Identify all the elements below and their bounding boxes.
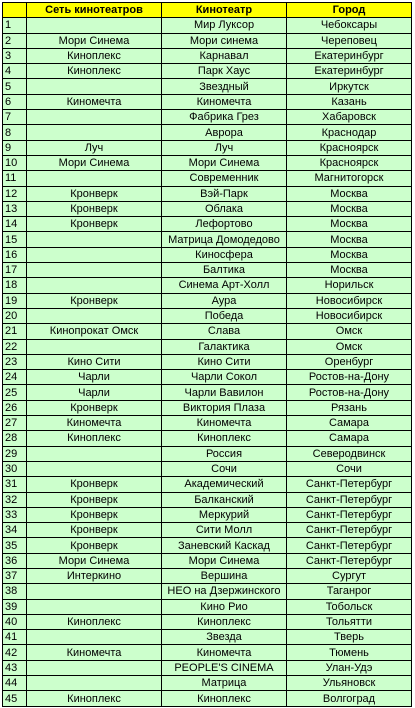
cinema-cell[interactable]: Балканский [162, 492, 287, 507]
city-cell[interactable]: Ульяновск [287, 676, 412, 691]
chain-cell[interactable] [27, 79, 162, 94]
row-number-cell[interactable]: 10 [3, 155, 27, 170]
cinema-cell[interactable]: Мир Луксор [162, 18, 287, 33]
chain-cell[interactable]: Кронверк [27, 538, 162, 553]
cinema-cell[interactable]: Академический [162, 477, 287, 492]
chain-cell[interactable] [27, 278, 162, 293]
city-cell[interactable]: Казань [287, 94, 412, 109]
chain-cell[interactable]: Мори Синема [27, 155, 162, 170]
chain-cell[interactable] [27, 339, 162, 354]
cinema-cell[interactable]: Меркурий [162, 507, 287, 522]
cinema-cell[interactable]: Сочи [162, 461, 287, 476]
chain-cell[interactable]: Кронверк [27, 523, 162, 538]
chain-cell[interactable]: Кронверк [27, 217, 162, 232]
row-number-cell[interactable]: 25 [3, 385, 27, 400]
chain-cell[interactable]: Кронверк [27, 507, 162, 522]
city-cell[interactable]: Сургут [287, 568, 412, 583]
table-row [3, 660, 412, 675]
row-number-cell[interactable]: 4 [3, 64, 27, 79]
cinema-cell[interactable]: Лефортово [162, 217, 287, 232]
row-number-cell[interactable]: 14 [3, 217, 27, 232]
chain-cell[interactable] [27, 461, 162, 476]
table-row [3, 263, 412, 278]
chain-cell[interactable]: Киноплекс [27, 691, 162, 706]
row-number-cell[interactable]: 15 [3, 232, 27, 247]
table-row [3, 614, 412, 629]
row-number-cell[interactable]: 6 [3, 94, 27, 109]
row-number-cell[interactable]: 12 [3, 186, 27, 201]
row-number-cell[interactable]: 21 [3, 324, 27, 339]
row-number-cell[interactable]: 22 [3, 339, 27, 354]
table-row [3, 79, 412, 94]
table-row [3, 339, 412, 354]
table-row [3, 110, 412, 125]
city-cell[interactable]: Самара [287, 431, 412, 446]
chain-cell[interactable]: Киноплекс [27, 64, 162, 79]
city-cell[interactable]: Омск [287, 339, 412, 354]
table-row [3, 446, 412, 461]
cinema-cell[interactable]: Галактика [162, 339, 287, 354]
cinema-cell[interactable]: Матрица [162, 676, 287, 691]
city-cell[interactable]: Москва [287, 232, 412, 247]
row-number-cell[interactable]: 24 [3, 370, 27, 385]
chain-cell[interactable] [27, 584, 162, 599]
city-cell[interactable]: Санкт-Петербург [287, 538, 412, 553]
row-number-cell[interactable]: 36 [3, 553, 27, 568]
header-cinema[interactable]: Кинотеатр [162, 3, 287, 18]
row-number-cell[interactable]: 8 [3, 125, 27, 140]
row-number-cell[interactable]: 44 [3, 676, 27, 691]
row-number-cell[interactable]: 18 [3, 278, 27, 293]
cinema-cell[interactable]: Вершина [162, 568, 287, 583]
city-cell[interactable]: Омск [287, 324, 412, 339]
table-row [3, 691, 412, 706]
chain-cell[interactable] [27, 660, 162, 675]
table-row [3, 630, 412, 645]
table-row [3, 308, 412, 323]
chain-cell[interactable]: Кронверк [27, 400, 162, 415]
row-number-cell[interactable]: 41 [3, 630, 27, 645]
row-number-cell[interactable]: 43 [3, 660, 27, 675]
row-number-cell[interactable]: 13 [3, 201, 27, 216]
city-cell[interactable]: Санкт-Петербург [287, 523, 412, 538]
city-cell[interactable]: Новосибирск [287, 293, 412, 308]
city-cell[interactable]: Санкт-Петербург [287, 477, 412, 492]
chain-cell[interactable]: Мори Синема [27, 33, 162, 48]
cinema-cell[interactable]: Карнавал [162, 48, 287, 63]
table-row [3, 247, 412, 262]
city-cell[interactable]: Красноярск [287, 140, 412, 155]
cinema-cell[interactable]: Облака [162, 201, 287, 216]
chain-cell[interactable]: Киномечта [27, 645, 162, 660]
city-cell[interactable]: Санкт-Петербург [287, 507, 412, 522]
city-cell[interactable]: Санкт-Петербург [287, 492, 412, 507]
table-row [3, 584, 412, 599]
row-number-cell[interactable]: 5 [3, 79, 27, 94]
cinema-cell[interactable]: Победа [162, 308, 287, 323]
cinema-cell[interactable]: Мори Синема [162, 553, 287, 568]
cinema-cell[interactable]: Звездный [162, 79, 287, 94]
table-row [3, 94, 412, 109]
table-row [3, 232, 412, 247]
table-row [3, 324, 412, 339]
city-cell[interactable]: Сочи [287, 461, 412, 476]
chain-cell[interactable]: Кино Сити [27, 354, 162, 369]
table-row [3, 553, 412, 568]
city-cell[interactable]: Тверь [287, 630, 412, 645]
row-number-cell[interactable]: 28 [3, 431, 27, 446]
city-cell[interactable]: Ростов-на-Дону [287, 385, 412, 400]
chain-cell[interactable] [27, 599, 162, 614]
cinema-cell[interactable]: Киносфера [162, 247, 287, 262]
row-number-cell[interactable]: 11 [3, 171, 27, 186]
row-number-cell[interactable]: 40 [3, 614, 27, 629]
chain-cell[interactable]: Киноплекс [27, 431, 162, 446]
city-cell[interactable]: Красноярск [287, 155, 412, 170]
cinema-cell[interactable]: Мори синема [162, 33, 287, 48]
row-number-cell[interactable]: 34 [3, 523, 27, 538]
table-row [3, 171, 412, 186]
chain-cell[interactable]: Кронверк [27, 477, 162, 492]
table-row [3, 523, 412, 538]
chain-cell[interactable] [27, 232, 162, 247]
city-cell[interactable]: Магнитогорск [287, 171, 412, 186]
chain-cell[interactable]: Мори Синема [27, 553, 162, 568]
chain-cell[interactable]: Кинопрокат Омск [27, 324, 162, 339]
city-cell[interactable]: Тюмень [287, 645, 412, 660]
cinema-cell[interactable]: Виктория Плаза [162, 400, 287, 415]
table-row [3, 293, 412, 308]
city-cell[interactable]: Норильск [287, 278, 412, 293]
chain-cell[interactable] [27, 18, 162, 33]
table-row [3, 599, 412, 614]
cinema-cell[interactable]: Слава [162, 324, 287, 339]
row-number-cell[interactable]: 7 [3, 110, 27, 125]
cinema-cell[interactable]: Фабрика Грез [162, 110, 287, 125]
row-number-cell[interactable]: 27 [3, 416, 27, 431]
cinema-table [2, 2, 412, 707]
cinema-cell[interactable]: Синема Арт-Холл [162, 278, 287, 293]
city-cell[interactable]: Волгоград [287, 691, 412, 706]
cinema-cell[interactable]: Россия [162, 446, 287, 461]
row-number-cell[interactable]: 3 [3, 48, 27, 63]
chain-cell[interactable]: Кронверк [27, 201, 162, 216]
cinema-cell[interactable]: Киноплекс [162, 691, 287, 706]
row-number-cell[interactable]: 2 [3, 33, 27, 48]
chain-cell[interactable]: Луч [27, 140, 162, 155]
row-number-cell[interactable]: 19 [3, 293, 27, 308]
chain-cell[interactable]: Кронверк [27, 492, 162, 507]
cinema-cell[interactable]: Киномечта [162, 416, 287, 431]
row-number-cell[interactable]: 32 [3, 492, 27, 507]
chain-cell[interactable] [27, 171, 162, 186]
chain-cell[interactable]: Чарли [27, 370, 162, 385]
table-row [3, 385, 412, 400]
table-row [3, 217, 412, 232]
cinema-cell[interactable]: Матрица Домодедово [162, 232, 287, 247]
row-number-cell[interactable]: 29 [3, 446, 27, 461]
table-row [3, 431, 412, 446]
cinema-cell[interactable]: Балтика [162, 263, 287, 278]
chain-cell[interactable] [27, 676, 162, 691]
chain-cell[interactable]: Кронверк [27, 186, 162, 201]
city-cell[interactable]: Новосибирск [287, 308, 412, 323]
cinema-cell[interactable]: PEOPLE'S CINEMA [162, 660, 287, 675]
table-row [3, 492, 412, 507]
city-cell[interactable]: Москва [287, 186, 412, 201]
header-number[interactable] [3, 3, 27, 18]
row-number-cell[interactable]: 45 [3, 691, 27, 706]
table-row [3, 33, 412, 48]
table-row [3, 155, 412, 170]
city-cell[interactable]: Тольятти [287, 614, 412, 629]
cinema-cell[interactable]: Чарли Вавилон [162, 385, 287, 400]
chain-cell[interactable]: Киноплекс [27, 614, 162, 629]
row-number-cell[interactable]: 26 [3, 400, 27, 415]
city-cell[interactable]: Тобольск [287, 599, 412, 614]
chain-cell[interactable]: Интеркино [27, 568, 162, 583]
cinema-cell[interactable]: Мори Синема [162, 155, 287, 170]
row-number-cell[interactable]: 37 [3, 568, 27, 583]
row-number-cell[interactable]: 33 [3, 507, 27, 522]
cinema-cell[interactable]: Киноплекс [162, 431, 287, 446]
header-city[interactable]: Город [287, 3, 412, 18]
table-row [3, 64, 412, 79]
row-number-cell[interactable]: 9 [3, 140, 27, 155]
chain-cell[interactable] [27, 263, 162, 278]
city-cell[interactable]: Екатеринбург [287, 64, 412, 79]
city-cell[interactable]: Иркутск [287, 79, 412, 94]
city-cell[interactable]: Санкт-Петербург [287, 553, 412, 568]
chain-cell[interactable] [27, 308, 162, 323]
city-cell[interactable]: Москва [287, 217, 412, 232]
row-number-cell[interactable]: 17 [3, 263, 27, 278]
city-cell[interactable]: Северодвинск [287, 446, 412, 461]
table-row [3, 477, 412, 492]
chain-cell[interactable]: Чарли [27, 385, 162, 400]
row-number-cell[interactable]: 38 [3, 584, 27, 599]
table-row [3, 370, 412, 385]
table-row [3, 538, 412, 553]
row-number-cell[interactable]: 16 [3, 247, 27, 262]
cinema-cell[interactable]: Аура [162, 293, 287, 308]
cinema-cell[interactable]: Кино Рио [162, 599, 287, 614]
city-cell[interactable]: Улан-Удэ [287, 660, 412, 675]
table-row [3, 354, 412, 369]
cinema-cell[interactable]: Кино Сити [162, 354, 287, 369]
chain-cell[interactable] [27, 125, 162, 140]
table-row [3, 461, 412, 476]
chain-cell[interactable] [27, 110, 162, 125]
city-cell[interactable]: Чебоксары [287, 18, 412, 33]
cinema-cell[interactable]: Вэй-Парк [162, 186, 287, 201]
table-row [3, 416, 412, 431]
cinema-cell[interactable]: Современник [162, 171, 287, 186]
cinema-cell[interactable]: НЕО на Дзержинского [162, 584, 287, 599]
table-row [3, 186, 412, 201]
chain-cell[interactable]: Киномечта [27, 94, 162, 109]
table-row [3, 125, 412, 140]
row-number-cell[interactable]: 42 [3, 645, 27, 660]
cinema-cell[interactable]: Сити Молл [162, 523, 287, 538]
table-row [3, 18, 412, 33]
cinema-cell[interactable]: Аврора [162, 125, 287, 140]
city-cell[interactable]: Екатеринбург [287, 48, 412, 63]
city-cell[interactable]: Москва [287, 263, 412, 278]
cinema-cell[interactable]: Киномечта [162, 645, 287, 660]
table-row [3, 676, 412, 691]
header-row [3, 3, 412, 18]
cinema-cell[interactable]: Звезда [162, 630, 287, 645]
table-row [3, 400, 412, 415]
cinema-cell[interactable]: Луч [162, 140, 287, 155]
chain-cell[interactable]: Киноплекс [27, 48, 162, 63]
city-cell[interactable]: Самара [287, 416, 412, 431]
chain-cell[interactable]: Киномечта [27, 416, 162, 431]
header-chain[interactable]: Сеть кинотеатров [27, 3, 162, 18]
table-row [3, 48, 412, 63]
table-row [3, 645, 412, 660]
cinema-cell[interactable]: Киноплекс [162, 614, 287, 629]
row-number-cell[interactable]: 39 [3, 599, 27, 614]
city-cell[interactable]: Череповец [287, 33, 412, 48]
cinema-cell[interactable]: Заневский Каскад [162, 538, 287, 553]
chain-cell[interactable] [27, 446, 162, 461]
table-row [3, 568, 412, 583]
city-cell[interactable]: Оренбург [287, 354, 412, 369]
cinema-cell[interactable]: Киномечта [162, 94, 287, 109]
cinema-cell[interactable]: Чарли Сокол [162, 370, 287, 385]
cinema-cell[interactable]: Парк Хаус [162, 64, 287, 79]
city-cell[interactable]: Москва [287, 247, 412, 262]
table-row [3, 507, 412, 522]
city-cell[interactable]: Хабаровск [287, 110, 412, 125]
chain-cell[interactable]: Кронверк [27, 293, 162, 308]
row-number-cell[interactable]: 23 [3, 354, 27, 369]
table-row [3, 201, 412, 216]
city-cell[interactable]: Рязань [287, 400, 412, 415]
row-number-cell[interactable]: 30 [3, 461, 27, 476]
row-number-cell[interactable]: 20 [3, 308, 27, 323]
row-number-cell[interactable]: 31 [3, 477, 27, 492]
chain-cell[interactable] [27, 630, 162, 645]
city-cell[interactable]: Москва [287, 201, 412, 216]
city-cell[interactable]: Таганрог [287, 584, 412, 599]
city-cell[interactable]: Ростов-на-Дону [287, 370, 412, 385]
table-row [3, 140, 412, 155]
table-row [3, 278, 412, 293]
city-cell[interactable]: Краснодар [287, 125, 412, 140]
row-number-cell[interactable]: 35 [3, 538, 27, 553]
chain-cell[interactable] [27, 247, 162, 262]
row-number-cell[interactable]: 1 [3, 18, 27, 33]
